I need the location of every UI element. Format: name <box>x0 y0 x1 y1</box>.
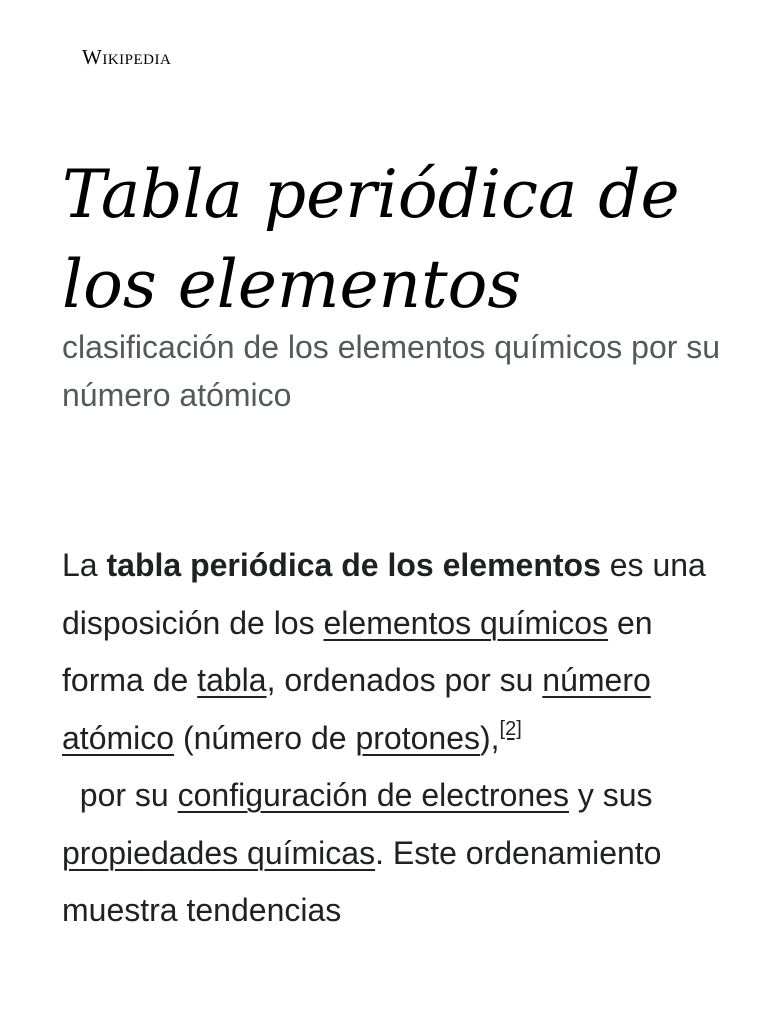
link-elementos-quimicos[interactable]: elementos químicos <box>323 604 609 641</box>
page-subtitle: clasificación de los elementos químicos por su número atómico <box>62 329 721 413</box>
lead-bold-term: tabla periódica de los elementos <box>106 547 601 583</box>
lead-text: (número de <box>174 719 356 756</box>
lead-text: en forma de <box>62 604 653 698</box>
lead-text: por su <box>62 777 178 813</box>
link-numero-atomico[interactable]: número atómico <box>62 662 651 756</box>
lead-text: es una disposición de los <box>62 547 706 641</box>
reference-link-2[interactable]: [2] <box>499 717 522 740</box>
lead-text: , ordenados por su <box>266 662 543 698</box>
wikipedia-wordmark[interactable]: Wikipedia <box>82 44 172 69</box>
link-configuracion-electrones[interactable]: configuración de electrones <box>177 777 569 813</box>
lead-text: . Este ordenamiento muestra tendencias <box>62 834 662 928</box>
link-propiedades-quimicas[interactable]: propiedades químicas <box>62 834 376 871</box>
header <box>82 40 171 74</box>
link-protones[interactable]: protones <box>355 719 480 756</box>
lead-text: ), <box>480 719 500 756</box>
lead-text: y sus <box>568 777 653 813</box>
lead-paragraph <box>62 537 712 940</box>
link-tabla[interactable]: tabla <box>197 662 267 698</box>
page-title: Tabla periódica de los elementos <box>62 156 680 323</box>
reference-sup <box>500 718 522 740</box>
lead-text: La <box>62 547 107 583</box>
